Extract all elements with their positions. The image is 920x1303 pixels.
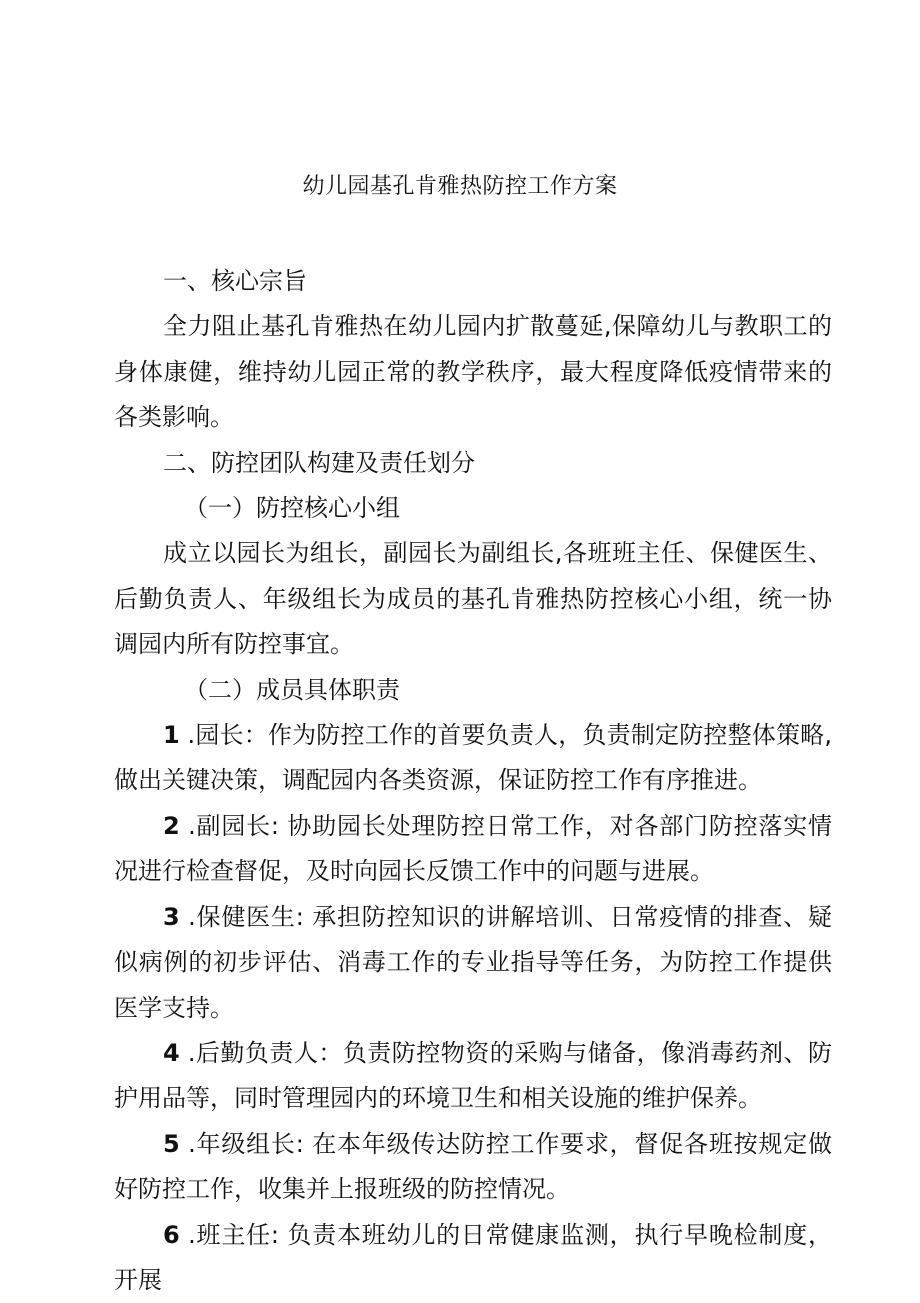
section-2-heading: 二、防控团队构建及责任划分 [163,448,475,477]
subsection-1-paragraph: 成立以园长为组长，副园长为副组长,各班班主任、保健医生、后勤负责人、年级组长为成员的基孔肯雅热防控核心小组，统一协调园内所有防控事宜。 [114,539,832,659]
duty-number: 2 [163,811,180,840]
duty-number: 5 [163,1129,180,1158]
duty-item [114,1031,832,1122]
duty-item [114,713,832,804]
section-1-paragraph: 全力阻止基孔肯雅热在幼儿园内扩散蔓延,保障幼儿与教职工的身体康健，维持幼儿园正常的教学秩序，最大程度降低疫情带来的各类影响。 [114,312,832,432]
duty-text: .园长：作为防控工作的首要负责人，负责制定防控整体策略,做出关键决策，调配园内各类资源，保证防控工作有序推进。 [114,721,832,795]
duty-item [114,1213,832,1303]
duty-item [114,804,832,895]
duty-text: .班主任: 负责本班幼儿的日常健康监测，执行早晚检制度，开展 [114,1220,832,1294]
duty-number: 4 [163,1038,180,1067]
duty-item [114,1122,832,1213]
document-body [114,259,832,1303]
section-1-heading: 一、核心宗旨 [163,267,307,295]
duty-number: 1 [163,721,180,750]
duty-text: .保健医生: 承担防控知识的讲解培训、日常疫情的排查、疑似病例的初步评估、消毒工作的专业指导等任务，为防控工作提供医学支持。 [114,902,832,1022]
duty-number: 3 [163,902,180,931]
duty-text: .后勤负责人：负责防控物资的采购与储备，像消毒药剂、防护用品等，同时管理园内的环境卫生和相关设施的维护保养。 [114,1038,832,1113]
duty-number: 6 [163,1220,180,1249]
subsection-2-heading: （二）成员具体职责 [184,675,400,704]
subsection-1-heading: （一）防控核心小组 [184,494,400,523]
duty-text: .副园长: 协助园长处理防控日常工作，对各部门防控落实情况进行检查督促，及时向园长反馈工作中的问题与进展。 [114,811,832,886]
duty-text: .年级组长: 在本年级传达防控工作要求，督促各班按规定做好防控工作，收集并上报班级的防控情况。 [114,1129,832,1204]
document-title: 幼儿园基孔肯雅热防控工作方案 [302,174,618,199]
duty-item [114,895,832,1031]
